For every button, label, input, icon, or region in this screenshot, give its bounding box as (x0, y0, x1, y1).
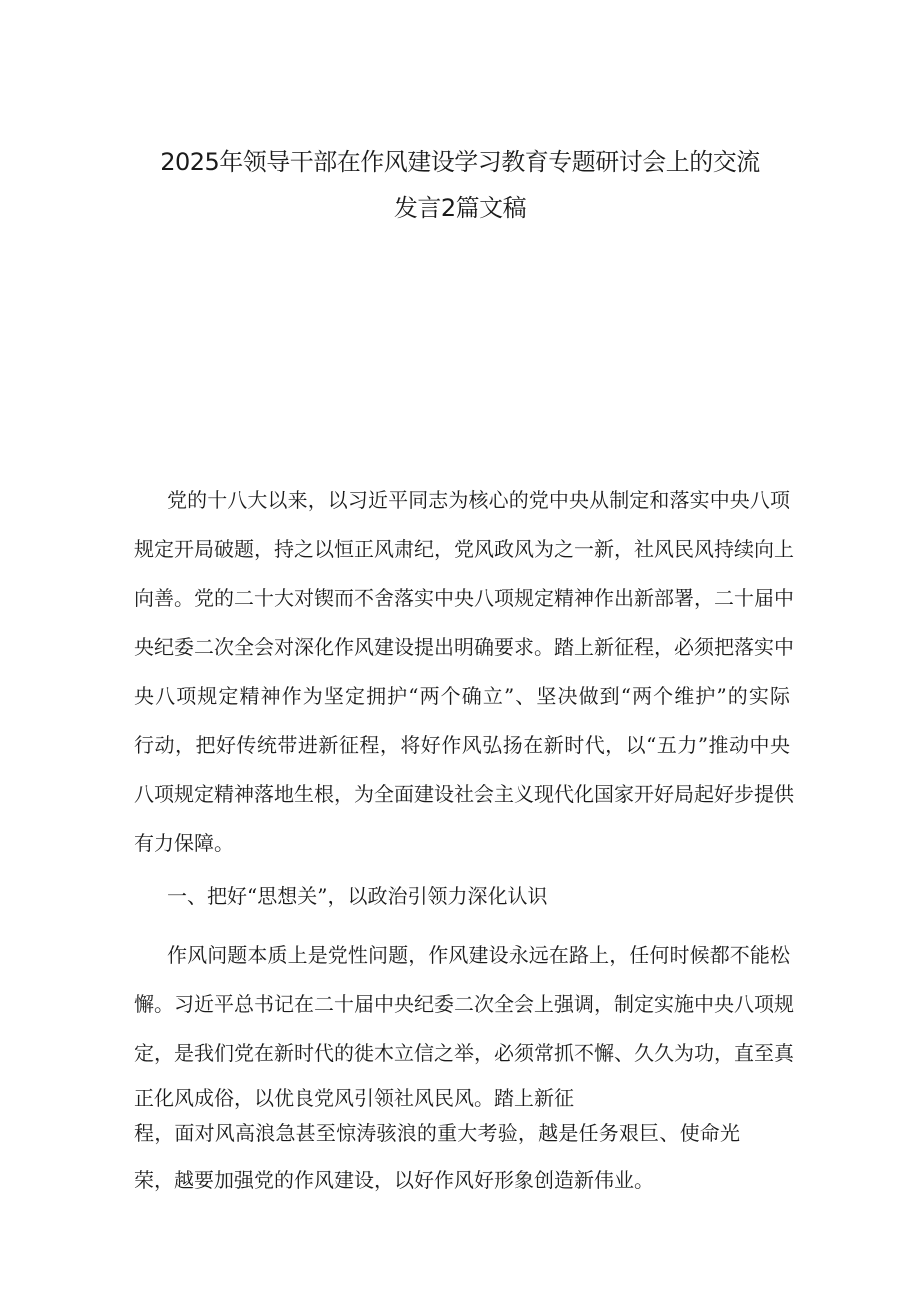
paragraph-1-line-1: 党的十八大以来，以习近平同志为核心的党中央从制定和落实中央八项 (167, 488, 790, 512)
section-heading-1: 一、把好“思想关”，以政治引领力深化认识 (167, 884, 548, 908)
document-title-line-2: 发言2篇文稿 (393, 194, 527, 222)
paragraph-1-line-4: 央纪委二次全会对深化作风建设提出明确要求。踏上新征程，必须把落实中 (134, 635, 794, 659)
paragraph-1-line-3: 向善。党的二十大对锲而不舍落实中央八项规定精神作出新部署，二十届中 (134, 586, 794, 610)
paragraph-2-line-4: 正化风成俗，以优良党风引领社风民风。踏上新征 (134, 1086, 574, 1110)
paragraph-2-line-3: 定，是我们党在新时代的徙木立信之举，必须常抓不懈、久久为功，直至真 (134, 1041, 794, 1065)
document-title-line-1: 2025年领导干部在作风建设学习教育专题研讨会上的交流 (160, 148, 760, 176)
paragraph-2-line-6: 荣，越要加强党的作风建设，以好作风好形象创造新伟业。 (134, 1168, 654, 1192)
paragraph-1-line-2: 规定开局破题，持之以恒正风肃纪，党风政风为之一新，社风民风持续向上 (134, 537, 794, 561)
paragraph-2-line-1: 作风问题本质上是党性问题，作风建设永远在路上，任何时候都不能松 (167, 943, 790, 967)
paragraph-1-line-5: 央八项规定精神作为坚定拥护“两个确立”、坚决做到“两个维护”的实际 (134, 684, 790, 708)
paragraph-2-line-2: 懈。习近平总书记在二十届中央纪委二次全会上强调，制定实施中央八项规 (134, 992, 794, 1016)
paragraph-1-line-6: 行动，把好传统带进新征程，将好作风弘扬在新时代，以“五力”推动中央 (134, 733, 790, 757)
paragraph-2-line-5: 程，面对风高浪急甚至惊涛骇浪的重大考验，越是任务艰巨、使命光 (134, 1121, 740, 1145)
paragraph-1-line-7: 八项规定精神落地生根，为全面建设社会主义现代化国家开好局起好步提供 (134, 782, 794, 806)
paragraph-1-line-8: 有力保障。 (134, 831, 234, 855)
